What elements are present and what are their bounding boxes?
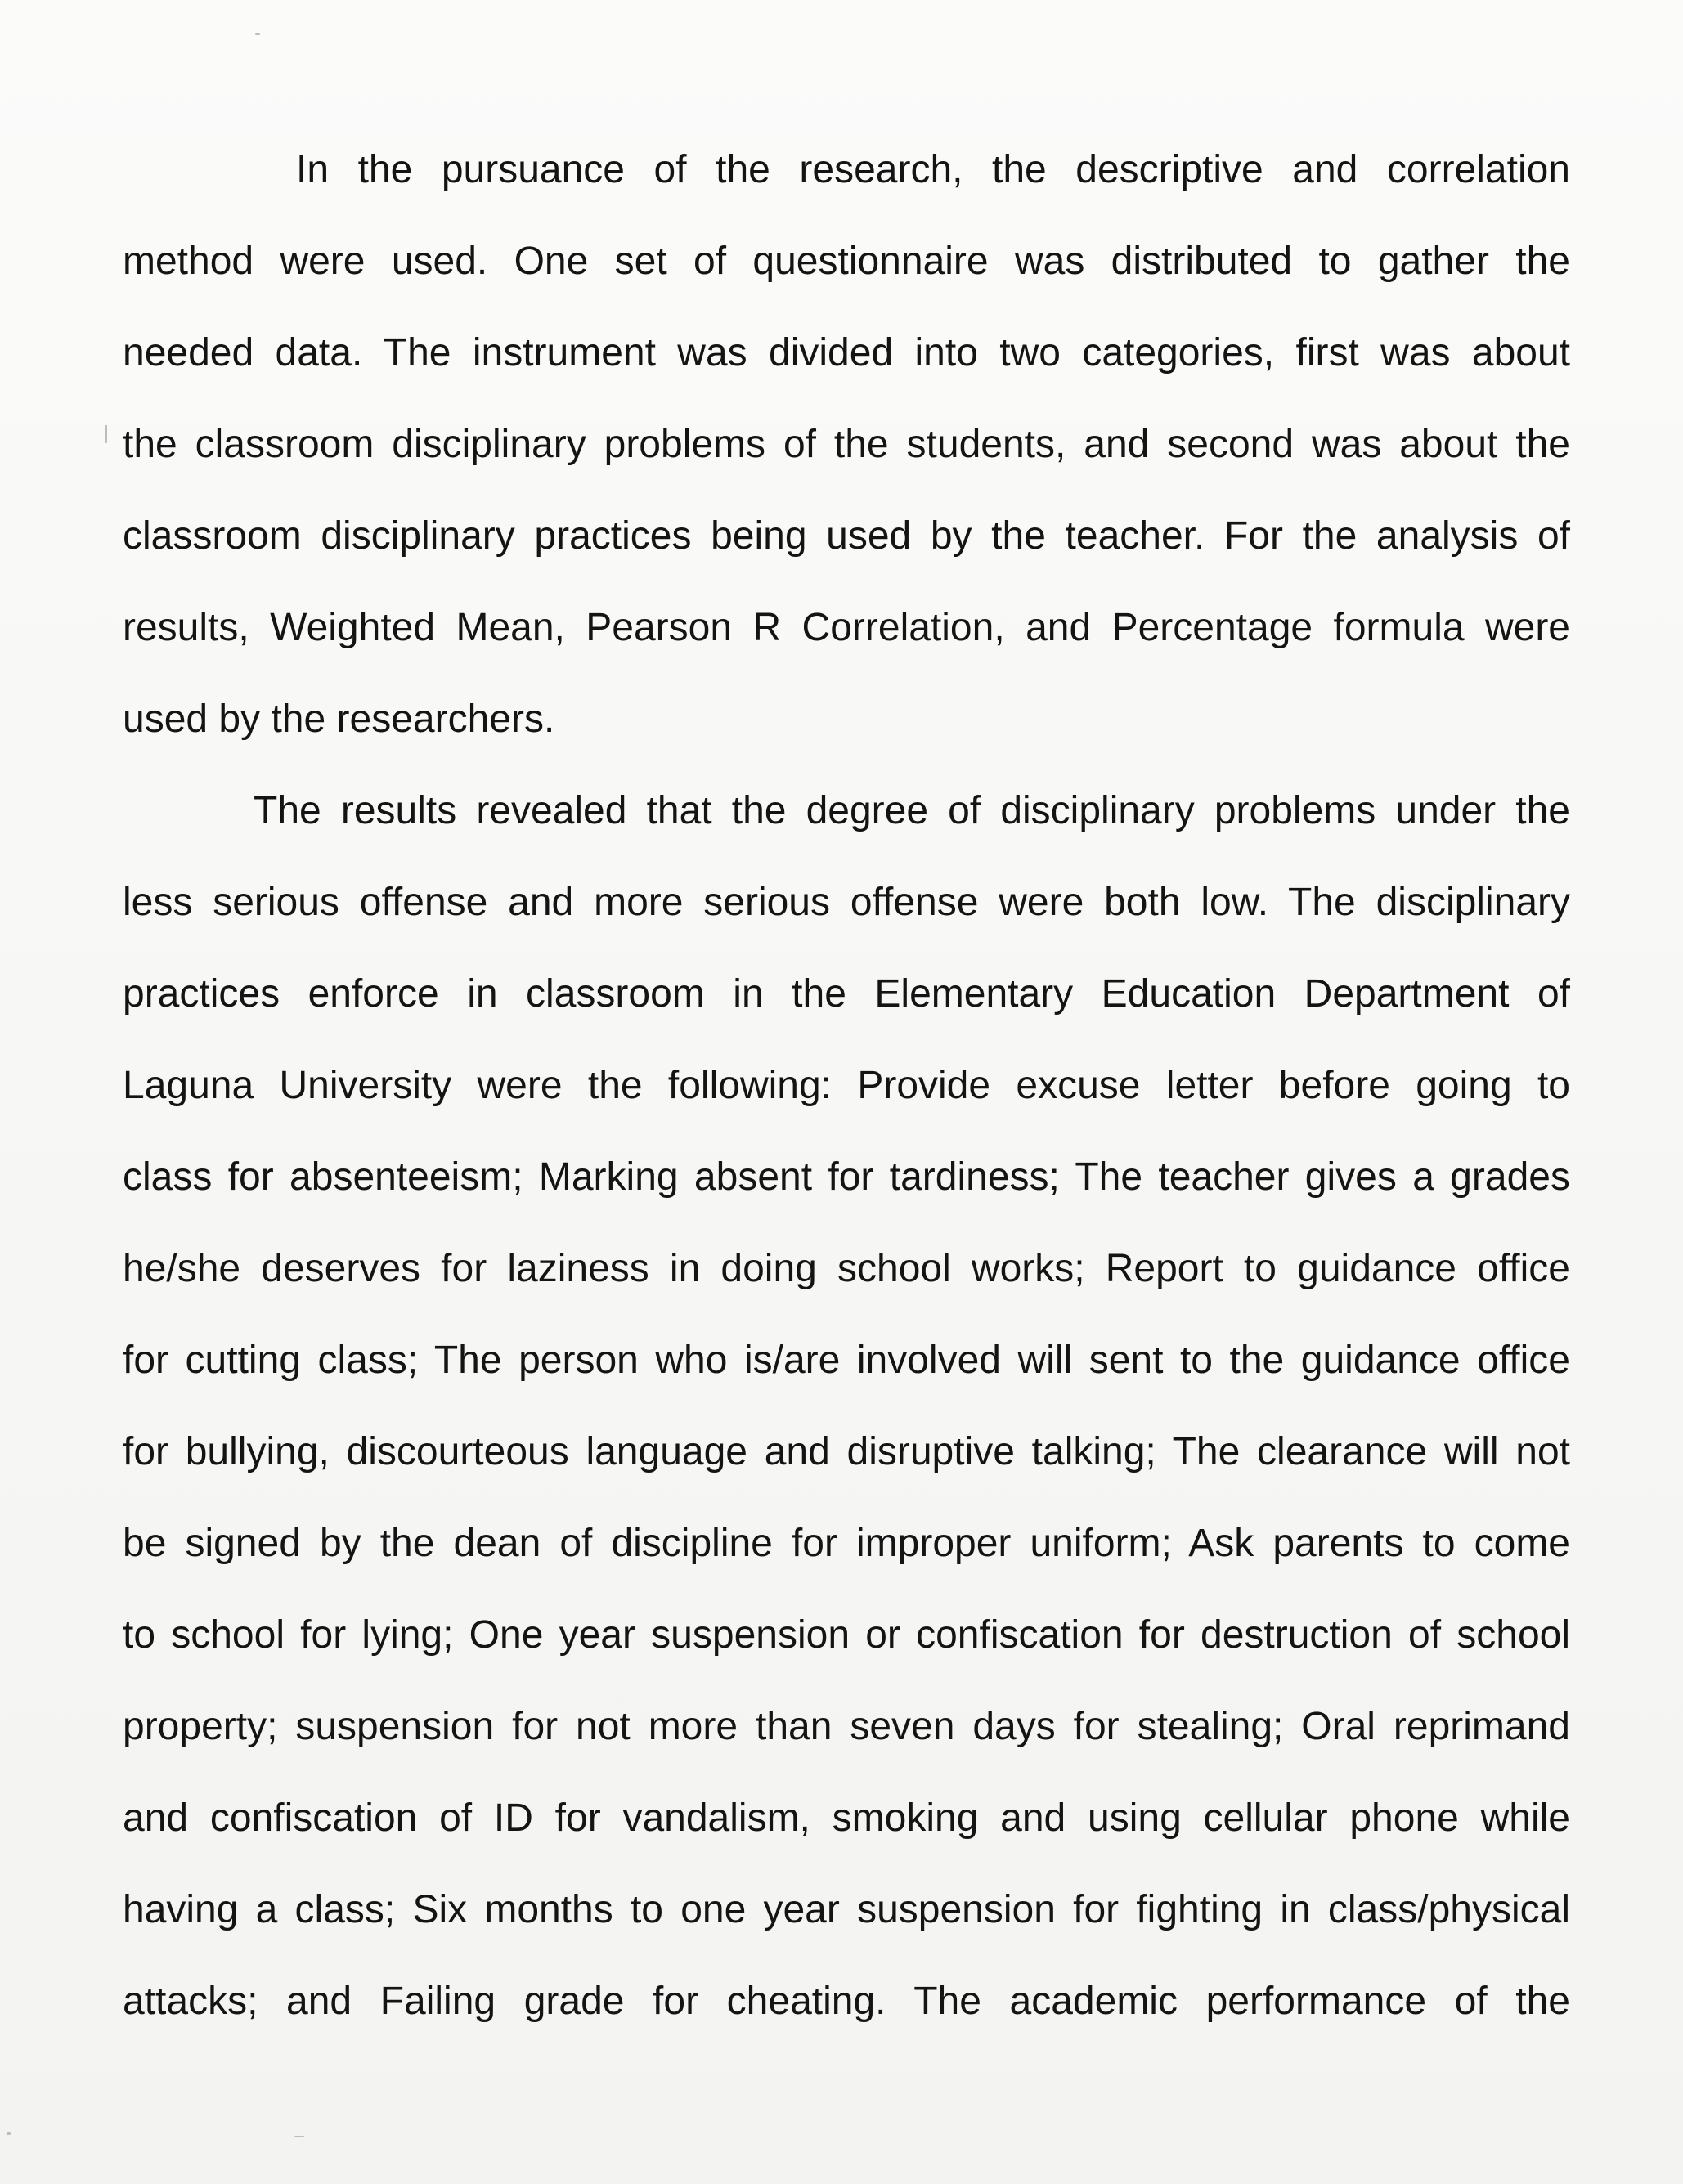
text-line: for cutting class; The person who is/are involved will sent to the guidance office — [123, 1339, 1570, 1382]
scan-speck — [105, 425, 107, 443]
text-line: used by the researchers. — [123, 697, 555, 741]
text-line: having a class; Six months to one year suspension for fighting in class/physical — [123, 1888, 1570, 1931]
text-line: needed data. The instrument was divided into two categories, first was about — [123, 331, 1570, 374]
text-line: Laguna University were the following: Provide excuse letter before going to — [123, 1064, 1570, 1107]
text-line: class for absenteeism; Marking absent for tardiness; The teacher gives a grades — [123, 1155, 1570, 1199]
text-line: method were used. One set of questionnaire was distributed to gather the — [123, 240, 1570, 283]
text-line: the classroom disciplinary problems of the students, and second was about the — [123, 423, 1570, 466]
text-line: classroom disciplinary practices being used by the teacher. For the analysis of — [123, 514, 1570, 558]
scan-speck — [7, 2132, 11, 2135]
text-line: he/she deserves for laziness in doing school works; Report to guidance office — [123, 1247, 1570, 1290]
paragraph-2 — [123, 765, 1570, 2047]
text-line: In the pursuance of the research, the descriptive and correlation — [296, 148, 1570, 191]
paragraph-1 — [123, 124, 1570, 765]
text-line: practices enforce in classroom in the Elementary Education Department of — [123, 972, 1570, 1016]
text-line: be signed by the dean of discipline for improper uniform; Ask parents to come — [123, 1522, 1570, 1565]
text-line: for bullying, discourteous language and disruptive talking; The clearance will not — [123, 1430, 1570, 1473]
text-line: property; suspension for not more than seven days for stealing; Oral reprimand — [123, 1705, 1570, 1748]
text-line: attacks; and Failing grade for cheating. The academic performance of the — [123, 1980, 1570, 2023]
text-line: to school for lying; One year suspension or confiscation for destruction of school — [123, 1613, 1570, 1657]
body-text — [123, 124, 1570, 2047]
text-line: results, Weighted Mean, Pearson R Correlation, and Percentage formula were — [123, 606, 1570, 649]
text-line: less serious offense and more serious offense were both low. The disciplinary — [123, 881, 1570, 924]
scan-speck — [294, 2136, 304, 2137]
text-line: and confiscation of ID for vandalism, smoking and using cellular phone while — [123, 1796, 1570, 1840]
text-line: The results revealed that the degree of disciplinary problems under the — [254, 789, 1570, 832]
scan-speck — [255, 33, 260, 35]
